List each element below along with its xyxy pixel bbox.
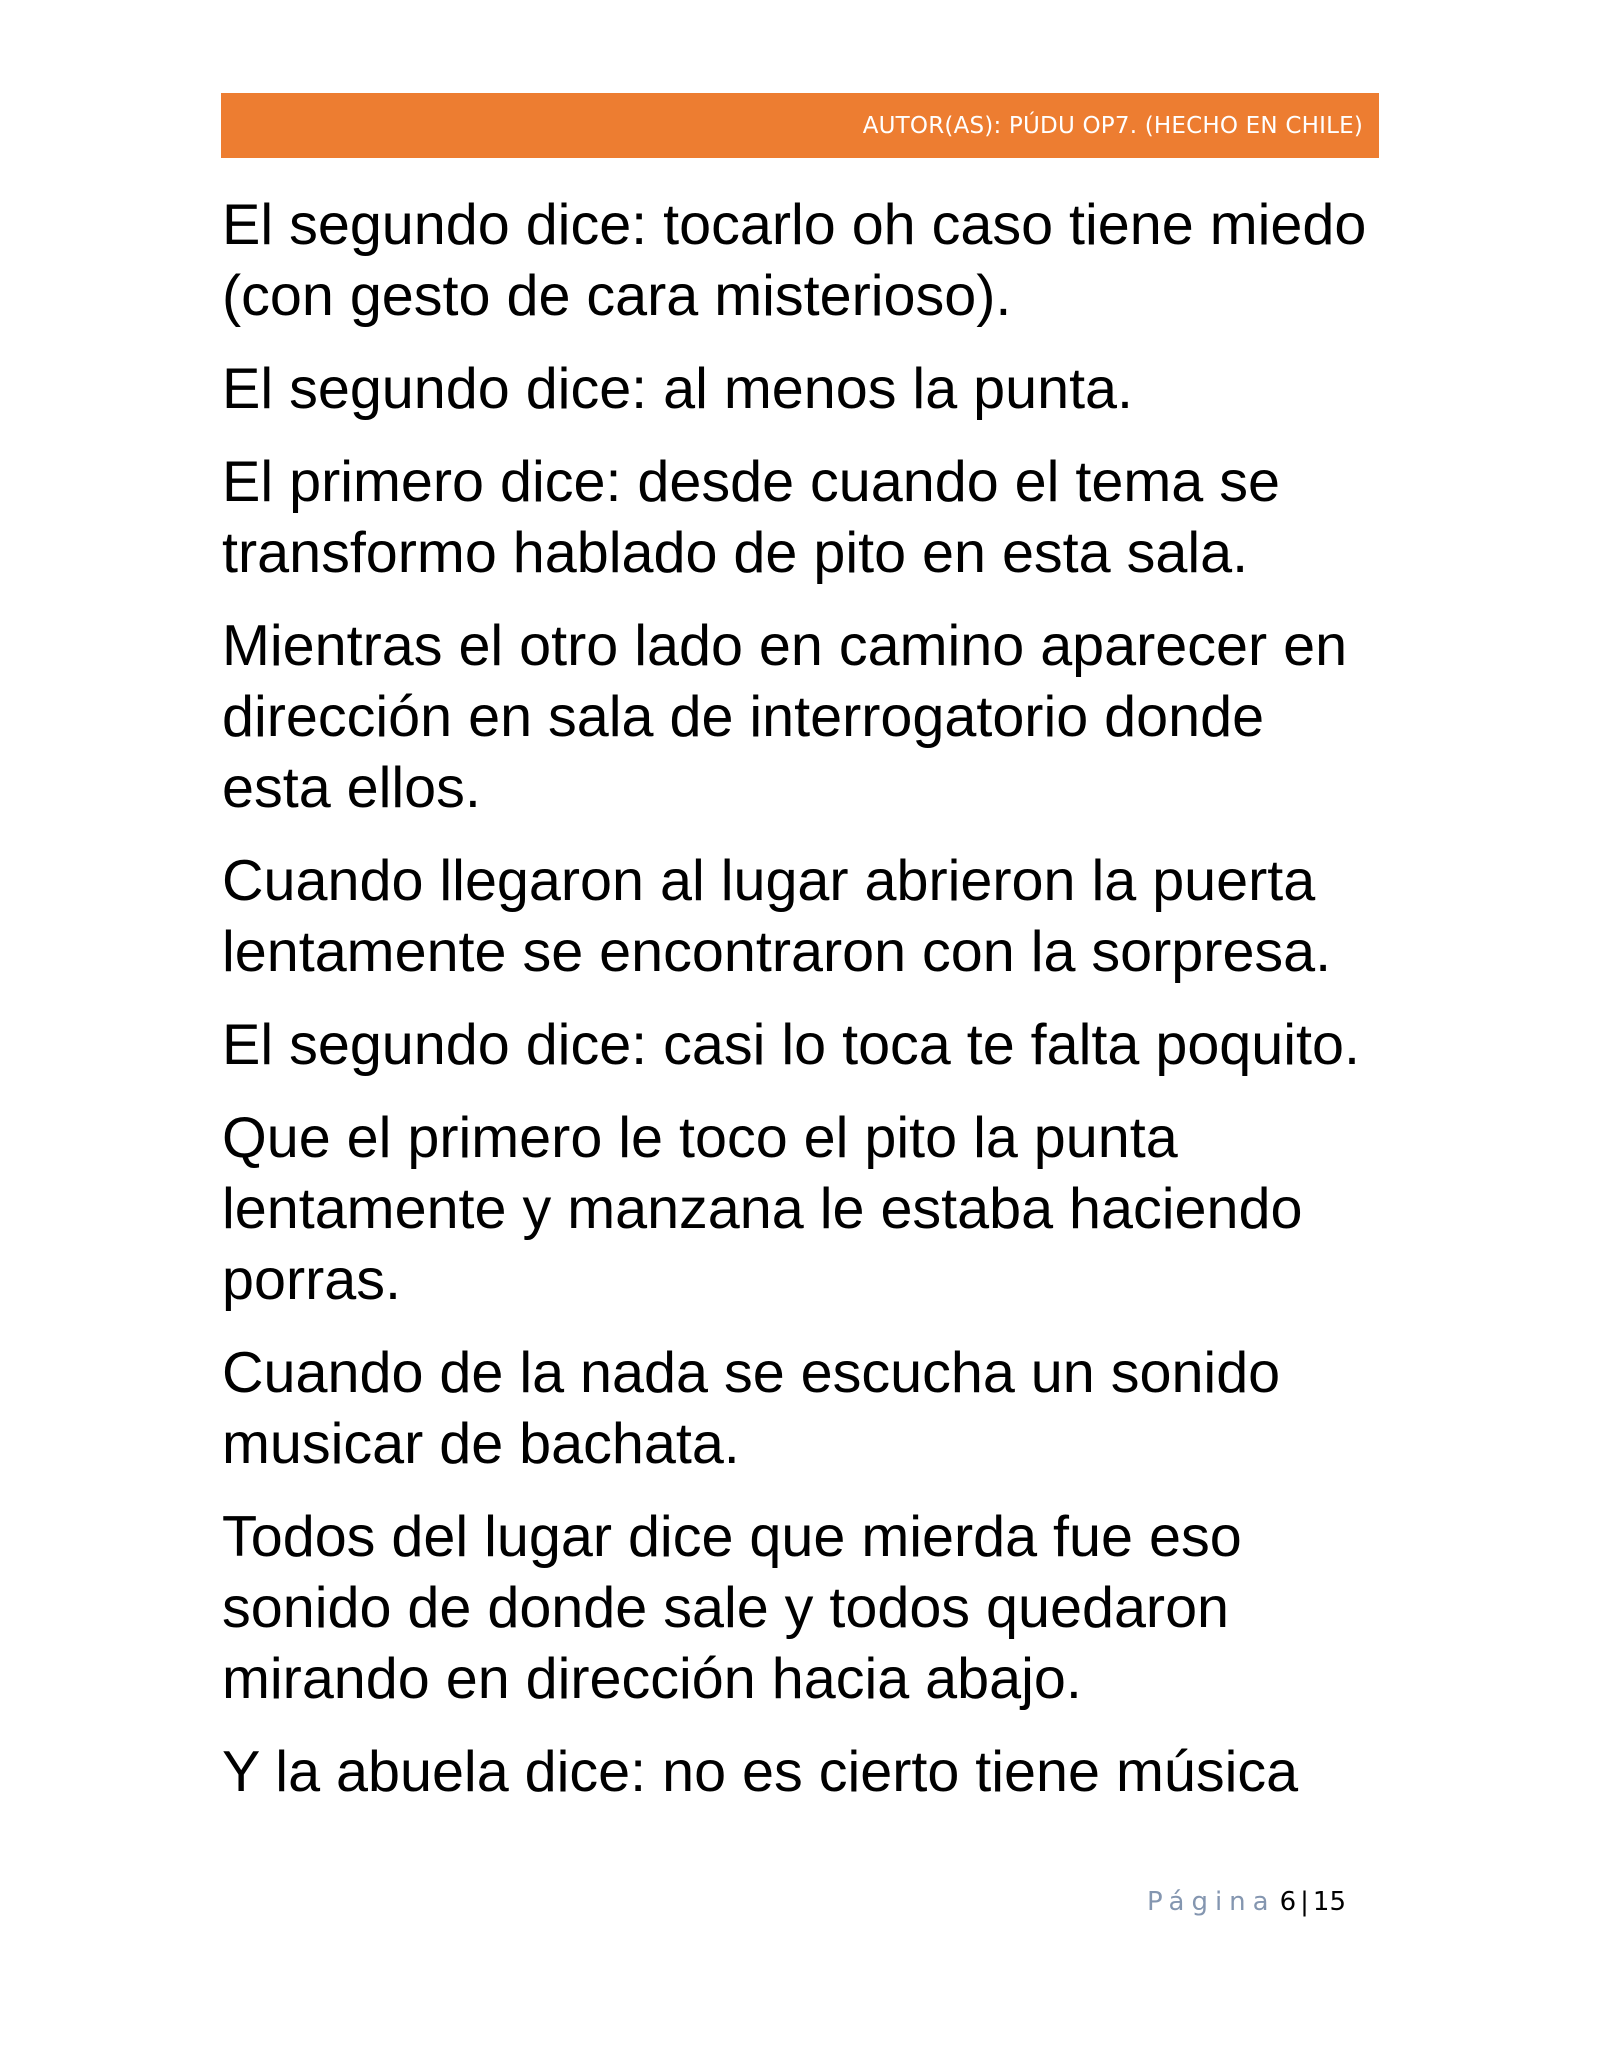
paragraph bbox=[222, 190, 1402, 332]
paragraph bbox=[222, 846, 1402, 988]
paragraph bbox=[222, 354, 1402, 425]
paragraph-line: mirando en dirección hacia abajo. bbox=[222, 1647, 1082, 1711]
header-bar bbox=[221, 93, 1379, 158]
paragraph-line: lentamente y manzana le estaba haciendo bbox=[222, 1177, 1303, 1241]
paragraph-line: dirección en sala de interrogatorio donde bbox=[222, 685, 1265, 749]
paragraph bbox=[222, 447, 1402, 589]
paragraph-line: El segundo dice: al menos la punta. bbox=[222, 357, 1134, 421]
paragraph-line: Y la abuela dice: no es cierto tiene música bbox=[222, 1740, 1299, 1804]
paragraph-line: Cuando llegaron al lugar abrieron la puerta bbox=[222, 849, 1316, 913]
paragraph bbox=[222, 1338, 1402, 1480]
paragraph-line: sonido de donde sale y todos quedaron bbox=[222, 1576, 1230, 1640]
paragraph-line: Cuando de la nada se escucha un sonido bbox=[222, 1341, 1281, 1405]
paragraph bbox=[222, 1010, 1402, 1081]
paragraph bbox=[222, 611, 1402, 824]
header-author-text: AUTOR(AS): PÚDU OP7. (HECHO EN CHILE) bbox=[862, 112, 1363, 139]
paragraph-line: esta ellos. bbox=[222, 756, 481, 820]
paragraph-line: porras. bbox=[222, 1248, 401, 1312]
page-label: Página bbox=[1147, 1887, 1276, 1917]
paragraph-line: El segundo dice: tocarlo oh caso tiene miedo bbox=[222, 193, 1367, 257]
paragraph-line: lentamente se encontraron con la sorpresa. bbox=[222, 920, 1332, 984]
page-number-footer bbox=[1147, 1887, 1346, 1917]
paragraph bbox=[222, 1103, 1402, 1316]
paragraph-line: El primero dice: desde cuando el tema se bbox=[222, 450, 1280, 514]
paragraph-line: Todos del lugar dice que mierda fue eso bbox=[222, 1505, 1242, 1569]
page-separator: | bbox=[1300, 1887, 1309, 1917]
total-page-count: 15 bbox=[1312, 1887, 1346, 1917]
paragraph-line: Que el primero le toco el pito la punta bbox=[222, 1106, 1178, 1170]
current-page-number: 6 bbox=[1279, 1887, 1297, 1917]
paragraph-line: (con gesto de cara misterioso). bbox=[222, 264, 1012, 328]
paragraph bbox=[222, 1502, 1402, 1715]
paragraph-line: Mientras el otro lado en camino aparecer en bbox=[222, 614, 1348, 678]
document-body bbox=[222, 190, 1402, 1830]
paragraph-line: transformo hablado de pito en esta sala. bbox=[222, 521, 1249, 585]
paragraph-line: musicar de bachata. bbox=[222, 1412, 740, 1476]
paragraph-line: El segundo dice: casi lo toca te falta poquito. bbox=[222, 1013, 1360, 1077]
paragraph bbox=[222, 1737, 1402, 1808]
